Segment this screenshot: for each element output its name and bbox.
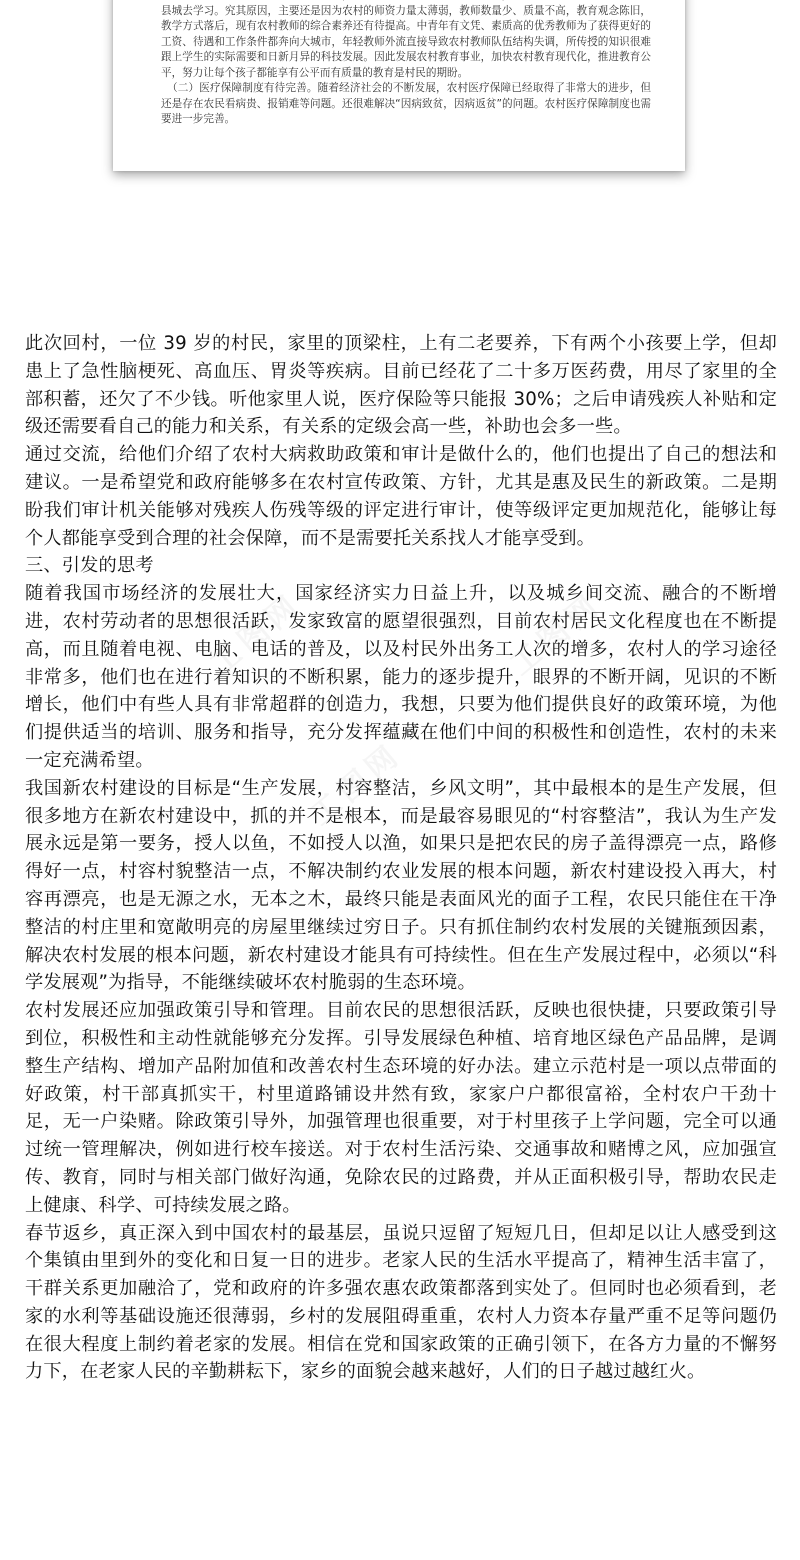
document-preview-area — [0, 0, 800, 300]
paragraph-conclusion: 春节返乡，真正深入到中国农村的最基层，虽说只逗留了短短几日，但却足以让人感受到这个集镇由里到外的变化和日复一日的进步。老家人民的生活水平提高了，精神生活丰富了，干群关系更加融洽了，党和政府的许多强农惠农政策都落到实处了。但同时也必须看到，老家的水利等基础设施还很薄弱，乡村的发展阻碍重重，农村人力资本存量严重不足等问题仍在很大程度上制约着老家的发展。相信在党和国家政策的正确引领下，在各方力量的不懈努力下，在老家人民的辛勤耕耘下，家乡的面貌会越来越好，人们的日子越过越红火。 — [25, 1222, 777, 1383]
paragraph-new-countryside: 我国新农村建设的目标是“生产发展，村容整洁，乡风文明”，其中最根本的是生产发展，但很多地方在新农村建设中，抓的并不是根本，而是最容易眼见的“村容整洁”，我认为生产发展永远是第一要务，授人以鱼，不如授人以渔，如果只是把农民的房子盖得漂亮一点，路修得好一点，村容村貌整洁一点，不解决制约农业发展的根本问题，新农村建设投入再大，村容再漂亮，也是无源之水，无本之木，最终只能是表面风光的面子工程，农民只能住在干净整洁的村庄里和宽敞明亮的房屋里继续过穷日子。只有抓住制约农村发展的关键瓶颈因素，解决农村发展的根本问题，新农村建设才能具有可持续性。但在生产发展过程中，必须以“科学发展观”为指导，不能继续破坏农村脆弱的生态环境。 — [25, 777, 777, 994]
preview-text — [161, 0, 651, 128]
watermark: 工图网 — [203, 586, 309, 683]
preview-paragraph-medical: （二）医疗保障制度有待完善。随着经济社会的不断发展，农村医疗保障已经取得了非常大的进步，但还是存在农民看病贵、报销难等问题。还很难解决“因病致贫，因病返贫”的问题。农村医疗保障制度也需要进一步完善。 — [161, 82, 651, 125]
article-body — [25, 330, 777, 1386]
paragraph-policy-guidance: 农村发展还应加强政策引导和管理。目前农民的思想很活跃，反映也很快捷，只要政策引导到位，积极性和主动性就能够充分发挥。引导发展绿色种植、培育地区绿色产品品牌，是调整生产结构、增加产品附加值和改善农村生态环境的好办法。建立示范村是一项以点带面的好政策，村干部真抓实干，村里道路铺设井然有致，家家户户都很富裕，全村农户干劲十足，无一户染赌。除政策引导外，加强管理也很重要，对于村里孩子上学问题，完全可以通过统一管理解决，例如进行校车接送。对于农村生活污染、交通事故和赌博之风，应加强宣传、教育，同时与相关部门做好沟通，免除农民的过路费，并从正面积极引导，帮助农民走上健康、科学、可持续发展之路。 — [25, 1000, 777, 1216]
document-preview-page — [113, 0, 685, 171]
paragraph-market-economy: 随着我国市场经济的发展壮大，国家经济实力日益上升，以及城乡间交流、融合的不断增进，农村劳动者的思想很活跃，发家致富的愿望很强烈，目前农村居民文化程度也在不断提高，而且随着电视、电脑、电话的普及，以及村民外出务工人次的增多，农村人的学习途径非常多，他们也在进行着知识的不断积累，能力的逐步提升，眼界的不断开阔，见识的不断增长，他们中有些人具有非常超群的创造力，我想，只要为他们提供良好的政策环境，为他们提供适当的培训、服务和指导，充分发挥蕴藏在他们中间的积极性和创造性，农村的未来一定充满希望。 — [25, 583, 777, 771]
watermark: 工图网 — [503, 586, 609, 683]
preview-paragraph-education: 县城去学习。究其原因，主要还是因为农村的师资力量太薄弱，教师数量少、质量不高，教育观念陈旧，教学方式落后，现有农村教师的综合素养还有待提高。中青年有文凭、素质高的优秀教师为了获得更好的工资、待遇和工作条件都奔向大城市，年轻教师外流直接导致农村教师队伍结构失调，所传授的知识很难跟上学生的实际需要和日新月异的科技发展。因此发展农村教育事业，加快农村教育现代化，推进教育公平，努力让每个孩子都能享有公平而有质量的教育是村民的期盼。 — [161, 4, 651, 79]
paragraph-villager-case: 此次回村，一位 39 岁的村民，家里的顶梁柱，上有二老要养，下有两个小孩要上学，但却患上了急性脑梗死、高血压、胃炎等疾病。目前已经花了二十多万医药费，用尽了家里的全部积蓄，还欠了不少钱。听他家里人说，医疗保险等只能报 30%；之后申请残疾人补贴和定级还需要看自己的能力和关系，有关系的定级会高一些，补助也会多一些。 — [25, 333, 777, 438]
section-heading-reflections: 三、引发的思考 — [25, 555, 154, 577]
paragraph-exchange: 通过交流，给他们介绍了农村大病救助政策和审计是做什么的，他们也提出了自己的想法和建议。一是希望党和政府能够多在农村宣传政策、方针，尤其是惠及民生的新政策。二是期盼我们审计机关能够对残疾人伤残等级的评定进行审计，使等级评定更加规范化，能够让每个人都能享受到合理的社会保障，而不是需要托关系找人才能享受到。 — [25, 444, 777, 549]
watermark: 工图网 — [303, 736, 409, 833]
